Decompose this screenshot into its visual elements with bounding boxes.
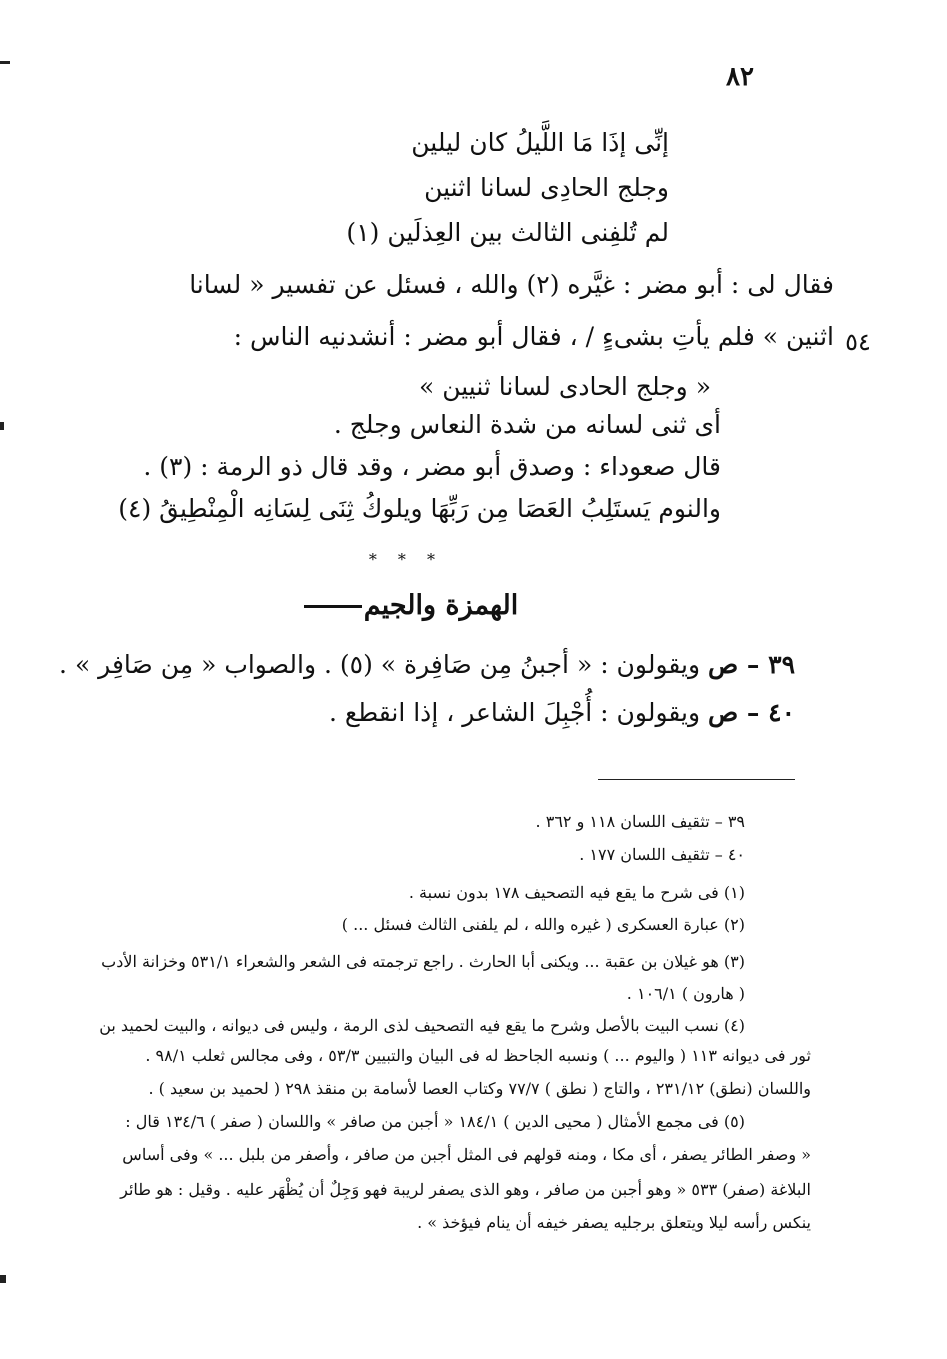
body-text-line: أى ثنى لسانه من شدة النعاس وجلج . — [333, 410, 721, 439]
entry-text: ويقولون : أُجْبِلَ الشاعر ، إذا انقطع . — [329, 698, 701, 727]
footnote-line: البلاغة (صفر) ٥٣٣ « وهو أجبن من صافر ، وهو الذى يصفر لريبة فهو وَجِلٌ أن يُظْهَر عليه . وقيل : هو طائر — [120, 1180, 811, 1199]
body-text-line: قال صعوداء : وصدق أبو مضر ، وقد قال ذو الرمة : (٣) . — [143, 452, 721, 481]
footnote-line: (٣) هو غيلان بن عقبة ... ويكنى أبا الحارث . راجع ترجمته فى الشعر والشعراء ٥٣١/١ وخزانة الأدب — [101, 952, 745, 971]
entry-40 — [329, 698, 795, 727]
entry-text: ويقولون : « أجبنُ مِن صَافِرة » (٥) . والصواب « مِن صَافِر » . — [59, 650, 701, 679]
footnote-divider — [598, 779, 795, 780]
poetry-line: والنوم يَستَلِبُ العَصَا مِن رَبِّهَا ويلوكُ ثِنَى لِسَانِه الْمِنْطِيقُ (٤) — [118, 494, 721, 523]
verse-line: لم تُلفِنى الثالث بين العِذلَين (١) — [346, 218, 669, 247]
body-text-line: اثنين » فلم يأتِ بشىءٍ / ، فقال أبو مضر : أنشدنيه الناس : — [233, 322, 834, 351]
footnote-line: واللسان (نطق) ٢٣١/١٢ ، والتاج ( نطق ) ٧٧/٧ وكتاب العصا لأسامة بن منقذ ٢٩٨ ( لحميد بن سعيد ) . — [148, 1079, 811, 1098]
margin-number: ٥٤ — [845, 328, 871, 356]
section-title-text: الهمزة والجيم — [363, 590, 519, 621]
body-text-line: فقال لى : أبو مضر : غيَّره (٢) والله ، فسئل عن تفسير « لسانا — [189, 270, 834, 299]
footnote-line: ( هارون ) ١٠٦/١ . — [626, 984, 745, 1003]
footnote-line: (٤) نسب البيت بالأصل وشرح ما يقع فيه التصحيف لذى الرمة ، وليس فى ديوانه ، والبيت لحميد بن — [99, 1016, 745, 1035]
footnote-line: ثور فى ديوانه ١١٣ ( واليوم ... ) ونسبه الجاحظ له فى البيان والتبيين ٥٣/٣ ، وفى مجالس ثعلب ٩٨/١ . — [145, 1046, 811, 1065]
footnote-line: ينكس رأسه ليلا ويتعلق برجليه يصفر خيفه أن ينام فيؤخذ » . — [417, 1213, 811, 1232]
section-title — [300, 590, 520, 621]
footnote-line: ٣٩ – تثقيف اللسان ١١٨ و ٣٦٢ . — [535, 812, 745, 831]
footnote-line: « وصفر الطائر يصفر ، أى مكا ، ومنه قولهم فى المثل أجبن من صافر ، وأصفر من بلبل ... » وفى أساس — [122, 1145, 811, 1164]
scan-edge-mark — [0, 422, 4, 430]
section-separator: * * * — [368, 550, 443, 569]
verse-line: وجلج الحادِى لسانا اثنين — [424, 173, 669, 202]
scan-edge-mark — [0, 1275, 6, 1283]
entry-number: ٣٩ – ص — [708, 650, 795, 679]
scan-edge-mark — [0, 61, 10, 64]
verse-line: إنِّى إذَا مَا اللَّيلُ كان ليلين — [411, 128, 669, 157]
page-number: ٨٢ — [726, 62, 754, 92]
footnote-line: (٢) عبارة العسكرى ( غيره والله ، لم يلفنى الثالث فسئل ... ) — [341, 915, 745, 934]
body-text-line: « وجلج الحادى لسانا ثنيين » — [418, 372, 711, 401]
footnote-line: (١) فى شرح ما يقع فيه التصحيف ١٧٨ بدون نسبة . — [408, 883, 745, 902]
footnote-line: ٤٠ – تثقيف اللسان ١٧٧ . — [579, 845, 745, 864]
entry-number: ٤٠ – ص — [708, 698, 795, 727]
title-rule — [304, 605, 362, 608]
footnote-line: (٥) فى مجمع الأمثال ( محيى الدين ) ١٨٤/١ « أجبن من صافر » واللسان ( صفر ) ١٣٤/٦ قال : — [125, 1112, 745, 1131]
entry-39 — [59, 650, 795, 679]
